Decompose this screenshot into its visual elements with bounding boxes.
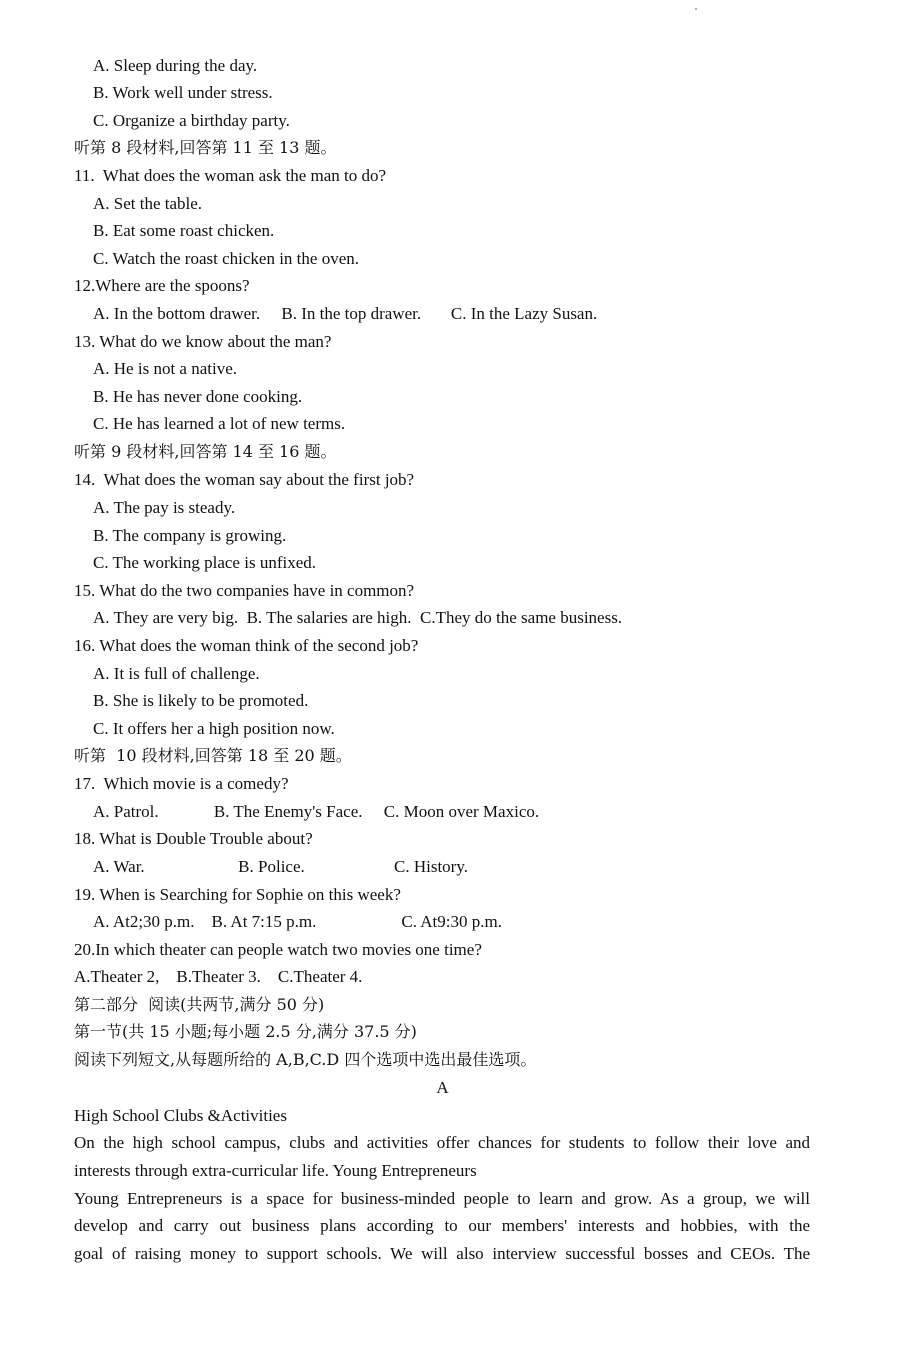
scan-speck <box>695 8 697 10</box>
text-line: On the high school campus, clubs and activities offer chances for students to follow their love and <box>74 1133 810 1152</box>
text-line: C. The working place is unfixed. <box>93 553 317 572</box>
text-line: Young Entrepreneurs is a space for business-minded people to learn and grow. As a group, we will <box>74 1189 810 1208</box>
text-line: A. War. B. Police. C. History. <box>93 857 468 876</box>
text-line: 19. When is Searching for Sophie on this week? <box>74 885 401 904</box>
text-line: A. They are very big. B. The salaries are high. C.They do the same business. <box>93 608 623 627</box>
text-line: 16. What does the woman think of the second job? <box>74 636 419 655</box>
text-line: A. The pay is steady. <box>93 498 236 517</box>
text-line: A. Patrol. B. The Enemy's Face. C. Moon over Maxico. <box>93 802 540 821</box>
text-line: 听第 8 段材料,回答第 11 至 13 题。 <box>74 138 337 157</box>
text-line: 13. What do we know about the man? <box>74 332 332 351</box>
text-line: B. Work well under stress. <box>93 83 273 102</box>
text-line: B. She is likely to be promoted. <box>93 691 309 710</box>
text-line: C. Watch the roast chicken in the oven. <box>93 249 359 268</box>
text-line: 12.Where are the spoons? <box>74 276 250 295</box>
text-line: interests through extra-curricular life. Young Entrepreneurs <box>74 1161 477 1180</box>
text-line: B. The company is growing. <box>93 526 287 545</box>
text-line: develop and carry out business plans according to our members' interests and hobbies, with the <box>74 1216 810 1235</box>
text-line: 15. What do the two companies have in common? <box>74 581 415 600</box>
text-line: A <box>436 1078 449 1097</box>
text-line: B. Eat some roast chicken. <box>93 221 275 240</box>
text-line: 11. What does the woman ask the man to do? <box>74 166 387 185</box>
text-line: 17. Which movie is a comedy? <box>74 774 289 793</box>
text-line: A. Sleep during the day. <box>93 56 258 75</box>
text-line: 阅读下列短文,从每题所给的 A,B,C.D 四个选项中选出最佳选项。 <box>74 1050 537 1069</box>
text-line: 18. What is Double Trouble about? <box>74 829 313 848</box>
text-line: 听第 9 段材料,回答第 14 至 16 题。 <box>74 442 337 461</box>
text-line: 第二部分 阅读(共两节,满分 50 分) <box>74 995 325 1014</box>
text-line: B. He has never done cooking. <box>93 387 303 406</box>
text-line: A. At2;30 p.m. B. At 7:15 p.m. C. At9:30 p.m. <box>93 912 502 931</box>
text-line: 20.In which theater can people watch two movies one time? <box>74 940 482 959</box>
text-line: goal of raising money to support schools. We will also interview successful bosses and CEOs. The <box>74 1244 810 1263</box>
text-line: C. Organize a birthday party. <box>93 111 290 130</box>
text-line: 第一节(共 15 小题;每小题 2.5 分,满分 37.5 分) <box>74 1022 417 1041</box>
text-line: 听第 10 段材料,回答第 18 至 20 题。 <box>74 746 352 765</box>
text-line: C. It offers her a high position now. <box>93 719 335 738</box>
text-line: A. He is not a native. <box>93 359 237 378</box>
text-line: A. It is full of challenge. <box>93 664 260 683</box>
text-line: A.Theater 2, B.Theater 3. C.Theater 4. <box>74 967 363 986</box>
text-line: 14. What does the woman say about the first job? <box>74 470 415 489</box>
text-line: A. In the bottom drawer. B. In the top drawer. C. In the Lazy Susan. <box>93 304 598 323</box>
text-line: C. He has learned a lot of new terms. <box>93 414 346 433</box>
text-line: High School Clubs &Activities <box>74 1106 287 1125</box>
text-line: A. Set the table. <box>93 194 203 213</box>
